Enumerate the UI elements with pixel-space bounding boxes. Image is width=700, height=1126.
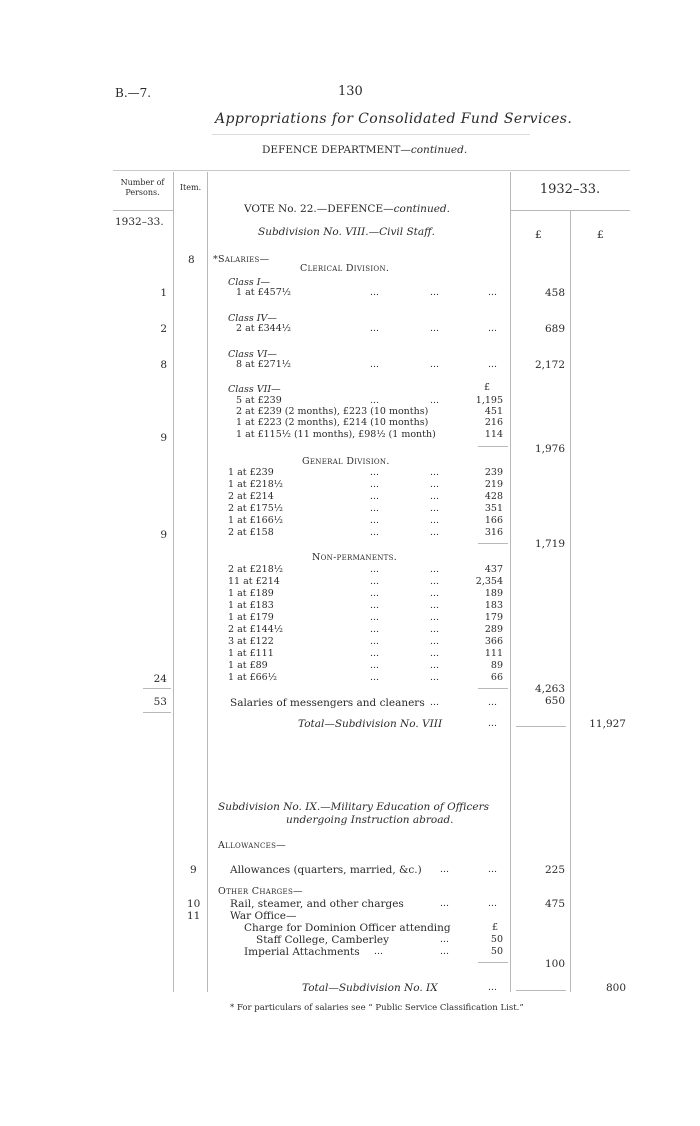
class-line: 1 at £223 (2 months), £214 (10 months) — [236, 417, 429, 428]
clerical-division-heading: Clerical Division. — [300, 263, 390, 274]
general-line: 1 at £239 — [228, 467, 274, 478]
war-office-line: War Office— — [230, 910, 297, 922]
pound-sign: £ — [484, 382, 491, 393]
rail-line: Rail, steamer, and other charges — [230, 898, 404, 910]
item-number: 11 — [187, 910, 201, 922]
class-label: Class IV— — [228, 313, 277, 324]
persons-count: 9 — [160, 432, 167, 444]
allowances-line: Allowances (quarters, married, &c.) — [230, 864, 422, 876]
general-division-heading: General Division. — [302, 456, 390, 467]
subdivision-9-total-value: 800 — [605, 982, 626, 994]
nonperm-line: 1 at £111 — [228, 648, 274, 659]
other-charges-heading: Other Charges— — [218, 886, 303, 897]
subdivision-9-subtitle: undergoing Instruction abroad. — [286, 814, 454, 826]
line-value: 166 — [484, 515, 503, 526]
salaries-heading: *Salaries— — [213, 254, 270, 265]
footnote: * For particulars of salaries see “ Public Service Classification List.” — [230, 1003, 524, 1013]
subdivision-8-total-label: Total—Subdivision No. VIII — [298, 718, 443, 730]
nonperm-line: 1 at £183 — [228, 600, 274, 611]
description-column-rule — [207, 172, 208, 992]
subdivision-9-total-label: Total—Subdivision No. IX — [302, 982, 438, 994]
page-number: 130 — [338, 84, 363, 99]
charge-line-2: Staff College, Camberley — [256, 934, 390, 946]
amount: 650 — [544, 695, 565, 707]
allowances-heading: Allowances— — [218, 840, 286, 851]
non-permanents-heading: Non-permanents. — [312, 552, 398, 563]
amount: 1,719 — [534, 538, 565, 550]
line-value: 50 — [490, 946, 503, 957]
nonperm-line: 2 at £144½ — [228, 624, 283, 635]
amount: 4,263 — [534, 683, 565, 695]
line-value: 216 — [484, 417, 503, 428]
persons-count: 1 — [160, 287, 167, 299]
item-number: 10 — [187, 898, 201, 910]
item-number: 9 — [190, 864, 197, 876]
persons-count: 24 — [153, 673, 167, 685]
nonperm-line: 3 at £122 — [228, 636, 274, 647]
class-label: Class VI— — [228, 349, 277, 360]
line-value: 114 — [484, 429, 503, 440]
line-value: 189 — [484, 588, 503, 599]
line-value: 50 — [490, 934, 503, 945]
item-number: 8 — [188, 254, 195, 266]
item-column-header: Item. — [179, 183, 202, 192]
general-line: 1 at £218½ — [228, 479, 283, 490]
persons-count: 9 — [160, 529, 167, 541]
general-line: 2 at £158 — [228, 527, 274, 538]
amount: 689 — [544, 323, 565, 335]
nonperm-line: 1 at £189 — [228, 588, 274, 599]
line-value: 451 — [484, 406, 503, 417]
line-value: 111 — [484, 648, 503, 659]
class-line: 2 at £239 (2 months), £223 (10 months) — [236, 406, 429, 417]
line-value: 219 — [484, 479, 503, 490]
line-value: 351 — [484, 503, 503, 514]
line-value: 366 — [484, 636, 503, 647]
amount: 458 — [544, 287, 565, 299]
pound-header-1: £ — [535, 229, 542, 241]
amount: 2,172 — [534, 359, 565, 371]
line-value: 183 — [484, 600, 503, 611]
pound-sign: £ — [492, 922, 499, 933]
persons-column-header: Number of Persons. — [120, 178, 165, 197]
persons-total: 53 — [153, 696, 167, 708]
nonperm-line: 11 at £214 — [228, 576, 280, 587]
amount: 1,976 — [534, 443, 565, 455]
messengers-line: Salaries of messengers and cleaners — [230, 697, 425, 709]
amount-column-rule — [510, 172, 511, 992]
imperial-line: Imperial Attachments — [244, 946, 360, 958]
year-column-header: 1932–33. — [539, 182, 601, 197]
class-label: Class VII— — [228, 384, 281, 395]
persons-year-label: 1932–33. — [115, 216, 164, 228]
class-line: 5 at £239 — [236, 395, 282, 406]
line-value: 316 — [484, 527, 503, 538]
document-reference: B.—7. — [115, 86, 152, 100]
line-value: 437 — [484, 564, 503, 575]
line-value: 66 — [490, 672, 503, 683]
class-line: 1 at £457½ — [236, 287, 291, 298]
class-line: 8 at £271½ — [236, 359, 291, 370]
line-value: 428 — [484, 491, 503, 502]
subdivision-9-title: Subdivision No. IX.—Military Education of Officers — [218, 801, 490, 813]
line-value: 239 — [484, 467, 503, 478]
nonperm-line: 1 at £66½ — [228, 672, 277, 683]
line-value: 289 — [484, 624, 503, 635]
general-line: 2 at £175½ — [228, 503, 283, 514]
page-title: Appropriations for Consolidated Fund Services. — [215, 111, 573, 127]
amount: 100 — [544, 958, 565, 970]
amount: 475 — [544, 898, 565, 910]
line-value: 2,354 — [475, 576, 503, 587]
persons-count: 2 — [160, 323, 167, 335]
class-line: 1 at £115½ (11 months), £98½ (1 month) — [236, 429, 436, 440]
charge-line: Charge for Dominion Officer attending — [244, 922, 451, 934]
line-value: 89 — [490, 660, 503, 671]
class-label: Class I— — [228, 277, 270, 288]
nonperm-line: 1 at £89 — [228, 660, 268, 671]
persons-count: 8 — [160, 359, 167, 371]
department-heading: DEFENCE DEPARTMENT—continued. — [262, 144, 468, 156]
general-line: 1 at £166½ — [228, 515, 283, 526]
vote-title: VOTE No. 22.—DEFENCE—continued. — [244, 203, 450, 215]
general-line: 2 at £214 — [228, 491, 274, 502]
class-line: 2 at £344½ — [236, 323, 291, 334]
item-column-rule — [173, 172, 174, 992]
pound-header-2: £ — [597, 229, 604, 241]
line-value: 1,195 — [475, 395, 503, 406]
subdivision-8-total-value: 11,927 — [589, 718, 626, 730]
subdivision-8-title: Subdivision No. VIII.—Civil Staff. — [258, 226, 435, 238]
nonperm-line: 1 at £179 — [228, 612, 274, 623]
nonperm-line: 2 at £218½ — [228, 564, 283, 575]
amount: 225 — [544, 864, 565, 876]
line-value: 179 — [484, 612, 503, 623]
